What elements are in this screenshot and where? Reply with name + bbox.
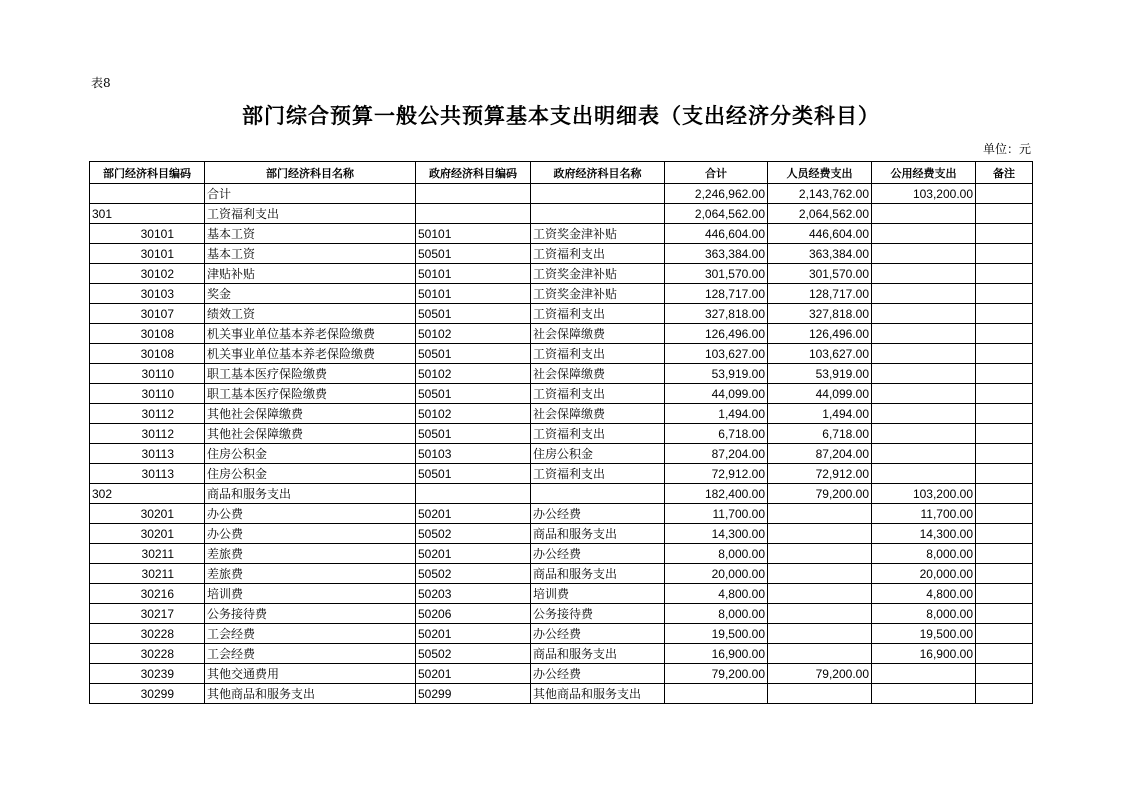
table-cell: 机关事业单位基本养老保险缴费	[205, 344, 416, 364]
table-cell: 办公经费	[531, 664, 665, 684]
table-cell: 302	[90, 484, 205, 504]
table-cell: 其他商品和服务支出	[205, 684, 416, 704]
table-cell: 30228	[90, 644, 205, 664]
table-cell	[976, 564, 1033, 584]
header-row	[90, 162, 1033, 184]
table-cell: 30102	[90, 264, 205, 284]
table-cell	[872, 344, 976, 364]
table-cell: 公务接待费	[205, 604, 416, 624]
table-cell: 其他社会保障缴费	[205, 404, 416, 424]
table-cell: 87,204.00	[665, 444, 768, 464]
table-cell: 44,099.00	[768, 384, 872, 404]
table-cell	[976, 364, 1033, 384]
table-cell	[976, 604, 1033, 624]
table-cell: 6,718.00	[768, 424, 872, 444]
table-cell	[665, 684, 768, 704]
table-cell: 79,200.00	[768, 484, 872, 504]
table-cell: 住房公积金	[205, 464, 416, 484]
table-cell: 工资福利支出	[531, 384, 665, 404]
page-title: 部门综合预算一般公共预算基本支出明细表（支出经济分类科目）	[242, 104, 880, 128]
table-cell	[976, 184, 1033, 204]
table-cell: 53,919.00	[768, 364, 872, 384]
table-cell: 72,912.00	[768, 464, 872, 484]
table-cell: 6,718.00	[665, 424, 768, 444]
table-cell: 50101	[416, 224, 531, 244]
table-cell: 工资福利支出	[531, 344, 665, 364]
table-cell: 53,919.00	[665, 364, 768, 384]
table-cell	[976, 584, 1033, 604]
table-cell	[872, 304, 976, 324]
table-cell: 16,900.00	[665, 644, 768, 664]
table-cell: 44,099.00	[665, 384, 768, 404]
table-cell: 327,818.00	[665, 304, 768, 324]
table-cell: 50101	[416, 284, 531, 304]
table-cell: 30216	[90, 584, 205, 604]
table-cell: 363,384.00	[768, 244, 872, 264]
table-cell	[872, 264, 976, 284]
table-cell: 30211	[90, 544, 205, 564]
table-cell: 其他社会保障缴费	[205, 424, 416, 444]
table-cell	[416, 484, 531, 504]
table-cell: 机关事业单位基本养老保险缴费	[205, 324, 416, 344]
table-cell: 14,300.00	[665, 524, 768, 544]
table-cell: 30112	[90, 424, 205, 444]
table-cell	[872, 684, 976, 704]
table-row	[90, 644, 1033, 664]
table-cell: 2,064,562.00	[768, 204, 872, 224]
table-cell	[768, 644, 872, 664]
table-cell: 103,627.00	[768, 344, 872, 364]
column-header: 合计	[665, 162, 768, 184]
table-cell: 其他商品和服务支出	[531, 684, 665, 704]
table-cell	[976, 524, 1033, 544]
table-cell: 商品和服务支出	[531, 644, 665, 664]
table-cell: 30110	[90, 384, 205, 404]
table-cell: 津贴补贴	[205, 264, 416, 284]
table-cell: 30112	[90, 404, 205, 424]
table-cell: 50201	[416, 544, 531, 564]
table-cell: 327,818.00	[768, 304, 872, 324]
table-cell: 50206	[416, 604, 531, 624]
table-cell: 工资福利支出	[531, 244, 665, 264]
table-cell	[976, 504, 1033, 524]
column-header: 部门经济科目名称	[205, 162, 416, 184]
table-cell	[976, 464, 1033, 484]
table-cell: 其他交通费用	[205, 664, 416, 684]
table-cell	[976, 684, 1033, 704]
column-header: 备注	[976, 162, 1033, 184]
table-cell: 103,200.00	[872, 184, 976, 204]
table-row	[90, 524, 1033, 544]
table-cell	[872, 324, 976, 344]
table-cell: 合计	[205, 184, 416, 204]
table-row	[90, 384, 1033, 404]
table-cell	[872, 284, 976, 304]
table-row	[90, 404, 1033, 424]
table-cell	[976, 384, 1033, 404]
table-cell: 50501	[416, 244, 531, 264]
table-cell: 工资福利支出	[205, 204, 416, 224]
table-cell	[976, 644, 1033, 664]
table-cell: 1,494.00	[768, 404, 872, 424]
table-row	[90, 424, 1033, 444]
table-cell: 20,000.00	[872, 564, 976, 584]
table-cell: 8,000.00	[665, 604, 768, 624]
table-cell: 办公经费	[531, 504, 665, 524]
table-cell: 50299	[416, 684, 531, 704]
table-cell: 50203	[416, 584, 531, 604]
table-cell: 30108	[90, 324, 205, 344]
table-cell: 50102	[416, 404, 531, 424]
table-cell	[872, 444, 976, 464]
table-cell: 社会保障缴费	[531, 404, 665, 424]
table-cell: 办公经费	[531, 544, 665, 564]
table-row	[90, 664, 1033, 684]
table-cell	[976, 244, 1033, 264]
table-cell	[976, 264, 1033, 284]
table-cell: 办公费	[205, 524, 416, 544]
table-cell: 8,000.00	[872, 544, 976, 564]
table-cell: 79,200.00	[768, 664, 872, 684]
table-cell: 301,570.00	[768, 264, 872, 284]
table-row	[90, 624, 1033, 644]
table-cell: 8,000.00	[665, 544, 768, 564]
table-row	[90, 304, 1033, 324]
table-cell	[976, 344, 1033, 364]
table-row	[90, 564, 1033, 584]
table-cell	[768, 544, 872, 564]
table-cell: 87,204.00	[768, 444, 872, 464]
table-cell: 工资福利支出	[531, 464, 665, 484]
table-cell: 社会保障缴费	[531, 364, 665, 384]
table-cell: 19,500.00	[665, 624, 768, 644]
table-row	[90, 504, 1033, 524]
table-cell: 4,800.00	[872, 584, 976, 604]
unit-label: 单位：元	[982, 142, 1031, 156]
table-cell	[768, 524, 872, 544]
table-cell: 商品和服务支出	[531, 524, 665, 544]
table-cell: 126,496.00	[665, 324, 768, 344]
table-cell: 50501	[416, 304, 531, 324]
table-cell: 30239	[90, 664, 205, 684]
table-row	[90, 184, 1033, 204]
table-cell	[872, 204, 976, 224]
table-row	[90, 484, 1033, 504]
table-row	[90, 244, 1033, 264]
table-cell: 办公经费	[531, 624, 665, 644]
table-cell: 差旅费	[205, 544, 416, 564]
table-cell	[768, 684, 872, 704]
table-cell: 办公费	[205, 504, 416, 524]
table-cell: 50101	[416, 264, 531, 284]
column-header: 政府经济科目名称	[531, 162, 665, 184]
table-row	[90, 464, 1033, 484]
table-cell: 基本工资	[205, 224, 416, 244]
table-cell: 30217	[90, 604, 205, 624]
table-cell: 50502	[416, 524, 531, 544]
column-header: 公用经费支出	[872, 162, 976, 184]
table-cell: 11,700.00	[872, 504, 976, 524]
table-cell: 50501	[416, 384, 531, 404]
table-cell	[531, 484, 665, 504]
table-cell: 商品和服务支出	[531, 564, 665, 584]
column-header: 政府经济科目编码	[416, 162, 531, 184]
table-cell	[976, 544, 1033, 564]
table-cell: 50102	[416, 324, 531, 344]
table-cell	[872, 364, 976, 384]
table-cell: 50201	[416, 504, 531, 524]
table-cell	[872, 664, 976, 684]
table-cell	[768, 564, 872, 584]
table-cell	[976, 664, 1033, 684]
table-cell: 职工基本医疗保险缴费	[205, 364, 416, 384]
table-cell: 绩效工资	[205, 304, 416, 324]
table-cell	[768, 624, 872, 644]
table-cell: 363,384.00	[665, 244, 768, 264]
table-cell: 30101	[90, 244, 205, 264]
table-cell	[976, 424, 1033, 444]
table-cell	[768, 584, 872, 604]
table-cell	[90, 184, 205, 204]
table-cell: 50502	[416, 564, 531, 584]
table-cell: 19,500.00	[872, 624, 976, 644]
table-cell: 30110	[90, 364, 205, 384]
table-cell: 16,900.00	[872, 644, 976, 664]
table-cell: 30113	[90, 444, 205, 464]
table-cell: 4,800.00	[665, 584, 768, 604]
table-cell: 1,494.00	[665, 404, 768, 424]
table-cell: 商品和服务支出	[205, 484, 416, 504]
table-row	[90, 684, 1033, 704]
table-cell: 30228	[90, 624, 205, 644]
table-cell: 工资奖金津补贴	[531, 224, 665, 244]
table-cell: 20,000.00	[665, 564, 768, 584]
table-cell	[531, 184, 665, 204]
table-cell	[872, 464, 976, 484]
table-cell	[416, 204, 531, 224]
table-cell: 30299	[90, 684, 205, 704]
table-row	[90, 224, 1033, 244]
table-cell: 30201	[90, 504, 205, 524]
table-row	[90, 444, 1033, 464]
table-cell: 奖金	[205, 284, 416, 304]
table-cell: 50103	[416, 444, 531, 464]
table-cell: 工资福利支出	[531, 304, 665, 324]
table-cell: 50102	[416, 364, 531, 384]
table-cell: 基本工资	[205, 244, 416, 264]
table-cell: 工会经费	[205, 644, 416, 664]
table-body	[90, 184, 1033, 704]
table-cell: 50502	[416, 644, 531, 664]
table-cell: 79,200.00	[665, 664, 768, 684]
table-cell: 30101	[90, 224, 205, 244]
table-cell: 30211	[90, 564, 205, 584]
table-cell: 30201	[90, 524, 205, 544]
table-cell: 工资奖金津补贴	[531, 264, 665, 284]
table-cell	[768, 604, 872, 624]
table-row	[90, 284, 1033, 304]
table-cell: 301,570.00	[665, 264, 768, 284]
table-cell: 30103	[90, 284, 205, 304]
column-header: 人员经费支出	[768, 162, 872, 184]
table-cell	[976, 324, 1033, 344]
table-cell	[976, 204, 1033, 224]
table-cell	[976, 444, 1033, 464]
table-cell: 50501	[416, 344, 531, 364]
table-row	[90, 544, 1033, 564]
table-cell: 103,627.00	[665, 344, 768, 364]
column-header: 部门经济科目编码	[90, 162, 205, 184]
table-cell: 50201	[416, 624, 531, 644]
table-cell: 工资福利支出	[531, 424, 665, 444]
table-cell: 工会经费	[205, 624, 416, 644]
table-cell	[531, 204, 665, 224]
table-cell: 公务接待费	[531, 604, 665, 624]
table-cell: 住房公积金	[531, 444, 665, 464]
table-cell	[872, 244, 976, 264]
table-cell: 培训费	[205, 584, 416, 604]
table-cell	[976, 304, 1033, 324]
table-cell: 30107	[90, 304, 205, 324]
table-cell: 126,496.00	[768, 324, 872, 344]
table-row	[90, 324, 1033, 344]
table-cell	[872, 424, 976, 444]
table-cell: 50501	[416, 424, 531, 444]
table-cell	[976, 484, 1033, 504]
table-cell	[872, 404, 976, 424]
table-cell	[416, 184, 531, 204]
table-cell	[768, 504, 872, 524]
table-row	[90, 604, 1033, 624]
table-cell: 2,143,762.00	[768, 184, 872, 204]
table-cell: 工资奖金津补贴	[531, 284, 665, 304]
table-cell: 住房公积金	[205, 444, 416, 464]
table-cell: 182,400.00	[665, 484, 768, 504]
table-cell: 社会保障缴费	[531, 324, 665, 344]
table-row	[90, 364, 1033, 384]
table-cell: 8,000.00	[872, 604, 976, 624]
table-cell: 2,064,562.00	[665, 204, 768, 224]
table-cell: 50501	[416, 464, 531, 484]
table-cell: 30113	[90, 464, 205, 484]
table-cell: 14,300.00	[872, 524, 976, 544]
table-cell: 培训费	[531, 584, 665, 604]
table-cell	[872, 224, 976, 244]
table-cell	[976, 404, 1033, 424]
expenditure-table	[89, 161, 1033, 704]
table-cell: 446,604.00	[665, 224, 768, 244]
table-cell	[872, 384, 976, 404]
table-row	[90, 584, 1033, 604]
table-cell: 301	[90, 204, 205, 224]
table-cell: 差旅费	[205, 564, 416, 584]
table-row	[90, 344, 1033, 364]
table-cell: 128,717.00	[665, 284, 768, 304]
table-cell: 职工基本医疗保险缴费	[205, 384, 416, 404]
table-cell	[976, 284, 1033, 304]
table-cell: 128,717.00	[768, 284, 872, 304]
table-cell: 11,700.00	[665, 504, 768, 524]
table-row	[90, 264, 1033, 284]
table-cell: 103,200.00	[872, 484, 976, 504]
table-cell: 50201	[416, 664, 531, 684]
table-cell: 72,912.00	[665, 464, 768, 484]
table-cell	[976, 624, 1033, 644]
table-cell	[976, 224, 1033, 244]
table-cell: 2,246,962.00	[665, 184, 768, 204]
table-id: 表8	[91, 76, 111, 90]
table-cell: 30108	[90, 344, 205, 364]
table-cell: 446,604.00	[768, 224, 872, 244]
table-row	[90, 204, 1033, 224]
